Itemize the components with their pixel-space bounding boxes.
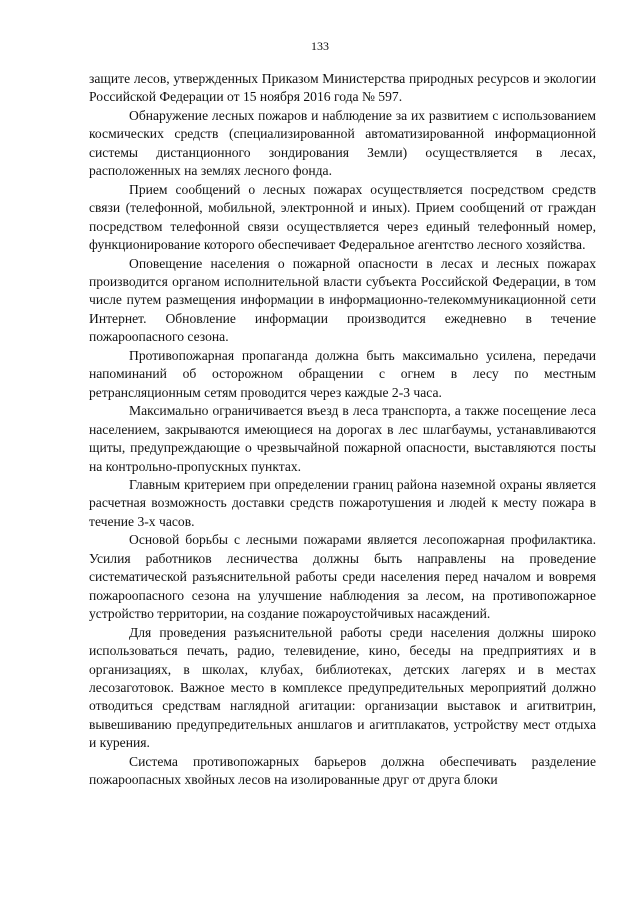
paragraph-5: Противопожарная пропаганда должна быть максимально усилена, передачи напоминаний об осторожном обращении с огнем в лесу по местным ретрансляционным сетям проводится через каждые 2-3 часа.	[89, 347, 596, 400]
paragraph-7: Главным критерием при определении границ района наземной охраны является расчетная возможность доставки средств пожаротушения и людей к месту пожара в течение 3-х часов.	[89, 476, 596, 529]
paragraph-6: Максимально ограничивается въезд в леса транспорта, а также посещение леса населением, закрываются имеющиеся на дорогах в лес шлагбаумы, устанавливаются щиты, предупреждающие о чрезвычайной пожарной опасности, выставляются посты на контрольно-пропускных пунктах.	[89, 403, 596, 474]
paragraph-3: Прием сообщений о лесных пожарах осуществляется посредством средств связи (телефонной, мобильной, электронной и иных). Прием сообщений от граждан посредством телефонной связи осуществляется через единый телефонный номер, функционирование которого обеспечивает Федеральное агентство лесного хозяйства.	[89, 181, 596, 253]
paragraph-8: Основой борьбы с лесными пожарами является лесопожарная профилактика. Усилия работников лесничества должны быть направлены на проведение систематической разъяснительной работы среди населения перед началом и вовремя пожароопасного сезона на улучшение наблюдения за лесом, на противопожарное устройство территории, на создание пожароустойчивых насаждений.	[89, 532, 596, 622]
paragraph-10: Система противопожарных барьеров должна обеспечивать разделение пожароопасных хвойных лесов на изолированные друг от друга блоки	[89, 753, 596, 788]
body-text	[89, 70, 596, 790]
paragraph-4: Оповещение населения о пожарной опасности в лесах и лесных пожарах производится органом исполнительной власти субъекта Российской Федерации, в том числе путем размещения информации в информационно-телекоммуникационной сети Интернет. Обновление информации производится ежедневно в течение пожароопасного сезона.	[89, 255, 596, 345]
paragraph-2: Обнаружение лесных пожаров и наблюдение за их развитием с использованием космических средств (специализированной автоматизированной информационной системы дистанционного зондирования Земли) осуществляется в лесах, расположенных на землях лесного фонда.	[89, 107, 596, 179]
paragraph-9: Для проведения разъяснительной работы среди населения должны широко использоваться печать, радио, телевидение, кино, беседы на предприятиях и в организациях, в школах, клубах, библиотеках, детских лагерях и в местах лесозаготовок. Важное место в комплексе предупредительных мероприятий должно отводиться средствам наглядной агитации: организации выставок и агитвитрин, вывешиванию предупредительных аншлагов и агитплакатов, устройству мест отдыха и курения.	[89, 624, 596, 751]
paragraph-1: защите лесов, утвержденных Приказом Министерства природных ресурсов и экологии Российской Федерации от 15 ноября 2016 года № 597.	[89, 71, 596, 105]
page-number: 133	[311, 39, 329, 53]
